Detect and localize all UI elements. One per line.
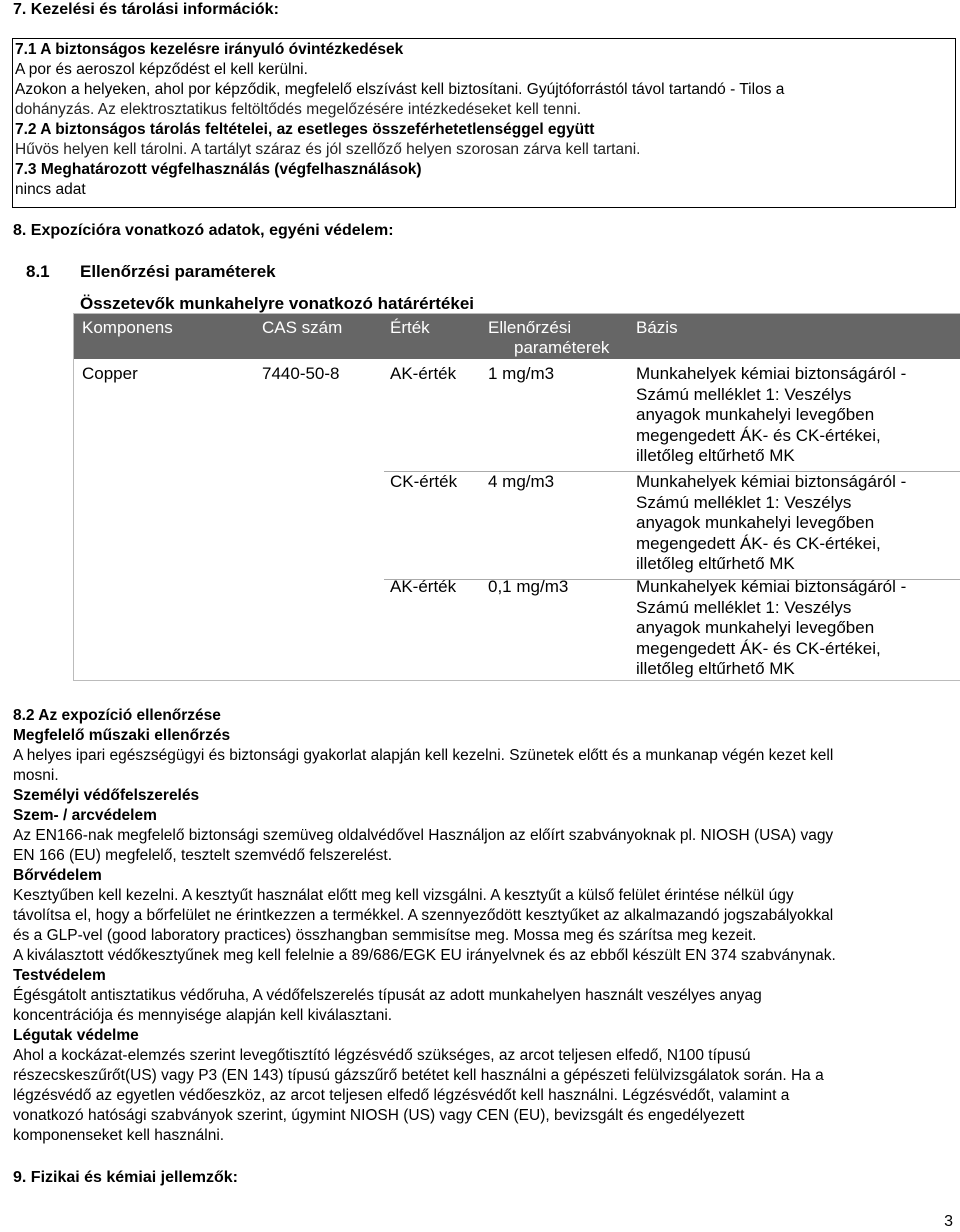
table-row-limit: 1 mg/m3 — [488, 364, 555, 383]
s72-text: Hűvös helyen kell tárolni. A tartályt száraz és jól szellőző helyen szorosan zárva kell tartani. — [15, 141, 641, 158]
s81-subtitle: Összetevők munkahelyre vonatkozó határértékei — [80, 294, 474, 313]
table-row-value-type: CK-érték — [390, 472, 458, 491]
table-row-basis — [636, 364, 960, 467]
s73-heading: 7.3 Meghatározott végfelhasználás (végfelhasználások) — [15, 161, 422, 178]
section-9-title: 9. Fizikai és kémiai jellemzők: — [13, 1169, 238, 1186]
engineering-line: mosni. — [13, 767, 59, 784]
respiratory-line: Ahol a kockázat-elemzés szerint levegőtisztító légzésvédő szükséges, az arcot teljesen elfedő, N100 típusú — [13, 1047, 751, 1064]
s81-number: 8.1 — [26, 262, 50, 281]
basis-line: anyagok munkahelyi levegőben — [636, 405, 875, 424]
header-komponens: Komponens — [82, 318, 173, 337]
table-row-value-type: AK-érték — [390, 364, 457, 383]
engineering-controls-heading: Megfelelő műszaki ellenőrzés — [13, 727, 231, 744]
basis-line: Munkahelyek kémiai biztonságáról - — [636, 364, 907, 383]
header-parameterek: paraméterek — [514, 338, 610, 357]
header-ertek: Érték — [390, 318, 430, 337]
s82-heading: 8.2 Az expozíció ellenőrzése — [13, 707, 221, 724]
s73-text: nincs adat — [15, 181, 86, 198]
skin-line: és a GLP-vel (good laboratory practices) összhangban semmisítse meg. Mossa meg és szárítsa meg kezeit. — [13, 927, 757, 944]
table-row-basis — [636, 577, 960, 680]
body-line: koncentrációja és mennyisége alapján kell kiválasztani. — [13, 1007, 393, 1024]
basis-line: illetőleg eltűrhető MK — [636, 446, 795, 465]
s71-line: dohányzás. Az elektrosztatikus feltöltődés megelőzésére intézkedéseket kell tenni. — [15, 101, 582, 118]
skin-protection-heading: Bőrvédelem — [13, 867, 102, 884]
eye-line: EN 166 (EU) megfelelő, tesztelt szemvédő felszerelést. — [13, 847, 393, 864]
section-8-2 — [13, 706, 948, 1146]
table-row-value-type: AK-érték — [390, 577, 457, 596]
respiratory-protection-heading: Légutak védelme — [13, 1027, 139, 1044]
body-protection-heading: Testvédelem — [13, 967, 106, 984]
eye-protection-heading: Szem- / arcvédelem — [13, 807, 157, 824]
basis-line: illetőleg eltűrhető MK — [636, 554, 795, 573]
basis-line: megengedett ÁK- és CK-értékei, — [636, 638, 881, 658]
basis-line: megengedett ÁK- és CK-értékei, — [636, 425, 881, 445]
header-ellenorzesi: Ellenőrzési — [488, 318, 572, 337]
section-7-title: 7. Kezelési és tárolási információk: — [13, 1, 279, 18]
engineering-line: A helyes ipari egészségügyi és biztonsági gyakorlat alapján kell kezelni. Szünetek előtt és a munkanap végén kezet kell — [13, 747, 834, 764]
skin-line: A kiválasztott védőkesztyűnek meg kell felelnie a 89/686/EGK EU irányelvnek és az ebből készült EN 374 szabványnak. — [13, 947, 836, 964]
respiratory-line: részecskeszűrőt(US) vagy P3 (EN 143) típusú gázszűrő betétet kell használni a gépészeti felülvizsgálatok során. Ha a — [13, 1067, 824, 1084]
respiratory-line: vonatkozó hatósági szabványok szerint, úgymint NIOSH (US) vagy CEN (EU), bevizsgált és engedélyezett — [13, 1107, 745, 1124]
ppe-heading: Személyi védőfelszerelés — [13, 787, 200, 804]
cell-cas: 7440-50-8 — [262, 364, 340, 383]
s81-title: Ellenőrzési paraméterek — [80, 262, 276, 281]
skin-line: távolítsa el, hogy a bőrfelület ne érintkezzen a termékkel. A szennyeződött kesztyűket az alkalmazandó jogszabályokkal — [13, 907, 834, 924]
skin-line: Kesztyűben kell kezelni. A kesztyűt használat előtt meg kell vizsgálni. A kesztyűt a külső felület érintése nélkül úgy — [13, 887, 794, 904]
exposure-limits-table — [73, 313, 960, 681]
section-8-title: 8. Expozícióra vonatkozó adatok, egyéni védelem: — [13, 222, 394, 239]
header-bazis: Bázis — [636, 318, 678, 337]
s71-line: Azokon a helyeken, ahol por képződik, megfelelő elszívást kell biztosítani. Gyújtóforrástól távol tartandó - Tilos a — [15, 81, 785, 98]
s71-heading: 7.1 A biztonságos kezelésre irányuló óvintézkedések — [15, 41, 404, 58]
header-cas: CAS szám — [262, 318, 343, 337]
table-row-limit: 0,1 mg/m3 — [488, 577, 569, 596]
basis-line: illetőleg eltűrhető MK — [636, 659, 795, 678]
basis-line: Munkahelyek kémiai biztonságáról - — [636, 577, 907, 596]
table-header — [74, 314, 960, 359]
table-row-basis — [636, 472, 960, 575]
s72-heading: 7.2 A biztonságos tárolás feltételei, az esetleges összeférhetetlenséggel együtt — [15, 121, 595, 138]
cell-component: Copper — [82, 364, 138, 383]
s71-line: A por és aeroszol képződést el kell kerülni. — [15, 61, 308, 78]
basis-line: Számú melléklet 1: Veszélys — [636, 384, 852, 404]
basis-line: Számú melléklet 1: Veszélys — [636, 492, 852, 512]
basis-line: anyagok munkahelyi levegőben — [636, 618, 875, 637]
section-7-box — [12, 38, 956, 208]
respiratory-line: komponenseket kell használni. — [13, 1127, 225, 1144]
eye-line: Az EN166-nak megfelelő biztonsági szemüveg oldalvédővel Használjon az előírt szabványoknak pl. NIOSH (USA) vagy — [13, 827, 834, 844]
basis-line: Munkahelyek kémiai biztonságáról - — [636, 472, 907, 491]
respiratory-line: légzésvédő az egyetlen védőeszköz, az arcot teljesen elfedő légzésvédőt kell használni. Légzésvédőt, valamint a — [13, 1087, 790, 1104]
basis-line: megengedett ÁK- és CK-értékei, — [636, 533, 881, 553]
page-number: 3 — [944, 1213, 953, 1230]
table-row-limit: 4 mg/m3 — [488, 472, 555, 491]
basis-line: anyagok munkahelyi levegőben — [636, 513, 875, 532]
basis-line: Számú melléklet 1: Veszélys — [636, 597, 852, 617]
body-line: Égésgátolt antisztatikus védőruha, A védőfelszerelés típusát az adott munkahelyen használt veszélyes anyag — [13, 987, 762, 1004]
